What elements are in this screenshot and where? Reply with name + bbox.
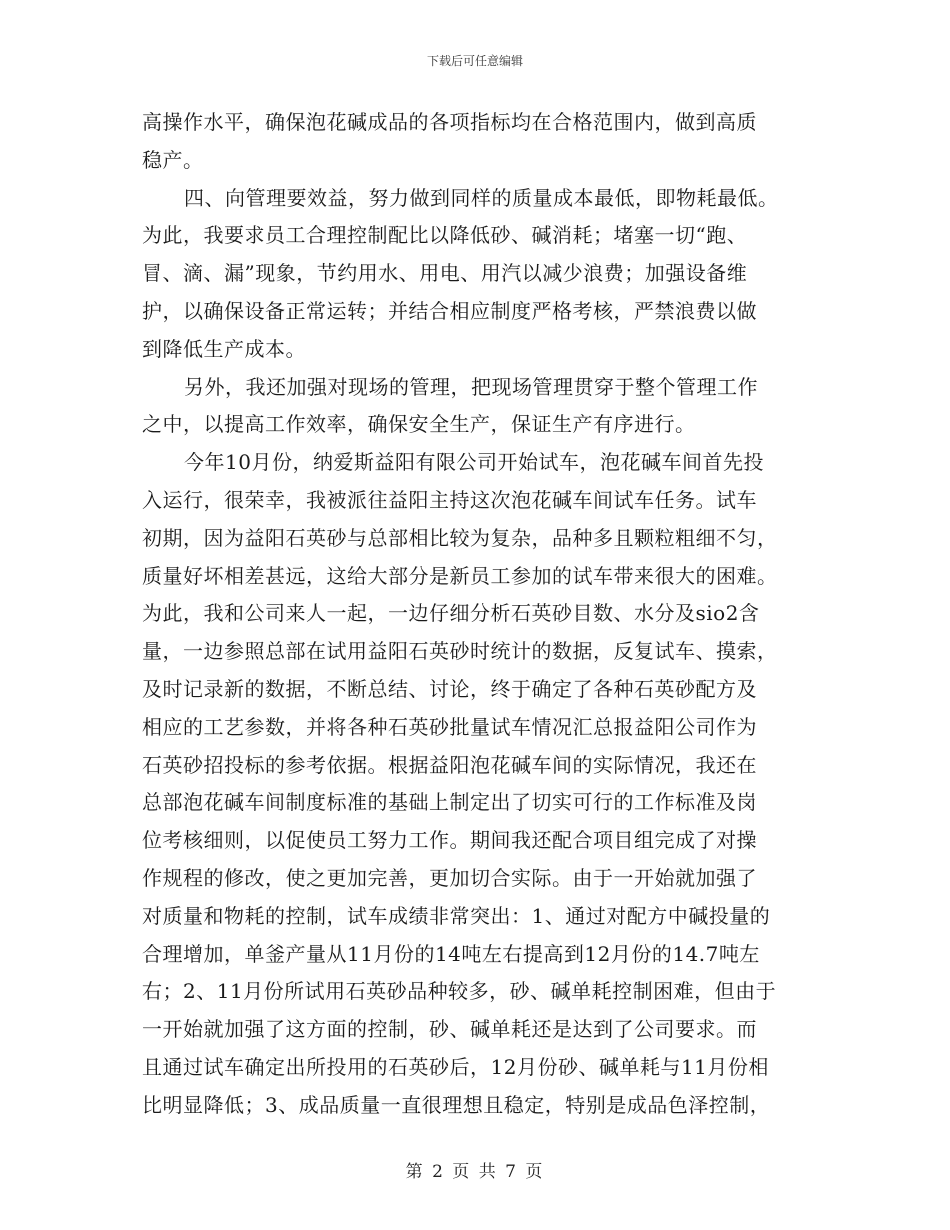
document-body: [142, 104, 812, 1125]
page-footer: 第 2 页 共 7 页: [405, 1162, 545, 1182]
page-header: 下载后可任意编辑: [426, 54, 523, 68]
paragraph-continuation: 高操作水平，确保泡花碱成品的各项指标均在合格范围内，做到高质 稳产。: [142, 110, 757, 172]
paragraph-management-efficiency: 四、向管理要效益，努力做到同样的质量成本最低，即物耗最低。 为此，我要求员工合理控制配比以降低砂、碱消耗；堵塞一切“跑、 冒、滴、漏”现象，节约用水、用电、用汽以减少浪费；加强设备维 护，以确保设备正常运转；并结合相应制度严格考核，严禁浪费以做 到降低生产成本。: [142, 185, 779, 361]
paragraph-site-management: 另外，我还加强对现场的管理，把现场管理贯穿于整个管理工作 之中，以提高工作效率，确保安全生产，保证生产有序进行。: [142, 374, 758, 437]
paragraph-trial-run: 今年10月份，纳爱斯益阳有限公司开始试车，泡花碱车间首先投 入运行，很荣幸，我被派往益阳主持这次泡花碱车间试车任务。试车 初期，因为益阳石英砂与总部相比较为复杂，品种多且颗粒粗细不匀， 质量好坏相差甚远，这给大部分是新员工参加的试车带来很大的困难。 为此，我和公司来人一起，一边仔细分析石英砂目数、水分及sio2含 量，一边参照总部在试用益阳石英砂时统计的数据，反复试车、摸索， 及时记录新的数据，不断总结、讨论，终于确定了各种石英砂配方及 相应的工艺参数，并将各种石英砂批量试车情况汇总报益阳公司作为 石英砂招投标的参考依据。根据益阳泡花碱车间的实际情况，我还在 总部泡花碱车间制度标准的基础上制定出了切实可行的工作标准及岗 位考核细则，以促使员工努力工作。期间我还配合项目组完成了对操 作规程的修改，使之更加完善，更加切合实际。由于一开始就加强了 对质量和物耗的控制，试车成绩非常突出：1、通过对配方中碱投量的 合理增加，单釜产量从11月份的14吨左右提高到12月份的14.7吨左 右；2、11月份所试用石英砂品种较多，砂、碱单耗控制困难，但由于 一开始就加强了这方面的控制，砂、碱单耗还是达到了公司要求。而 且通过试车确定出所投用的石英砂后，12月份砂、碱单耗与11月份相 比明显降低；3、成品质量一直很理想且稳定，特别是成品色泽控制，: [142, 450, 778, 1117]
